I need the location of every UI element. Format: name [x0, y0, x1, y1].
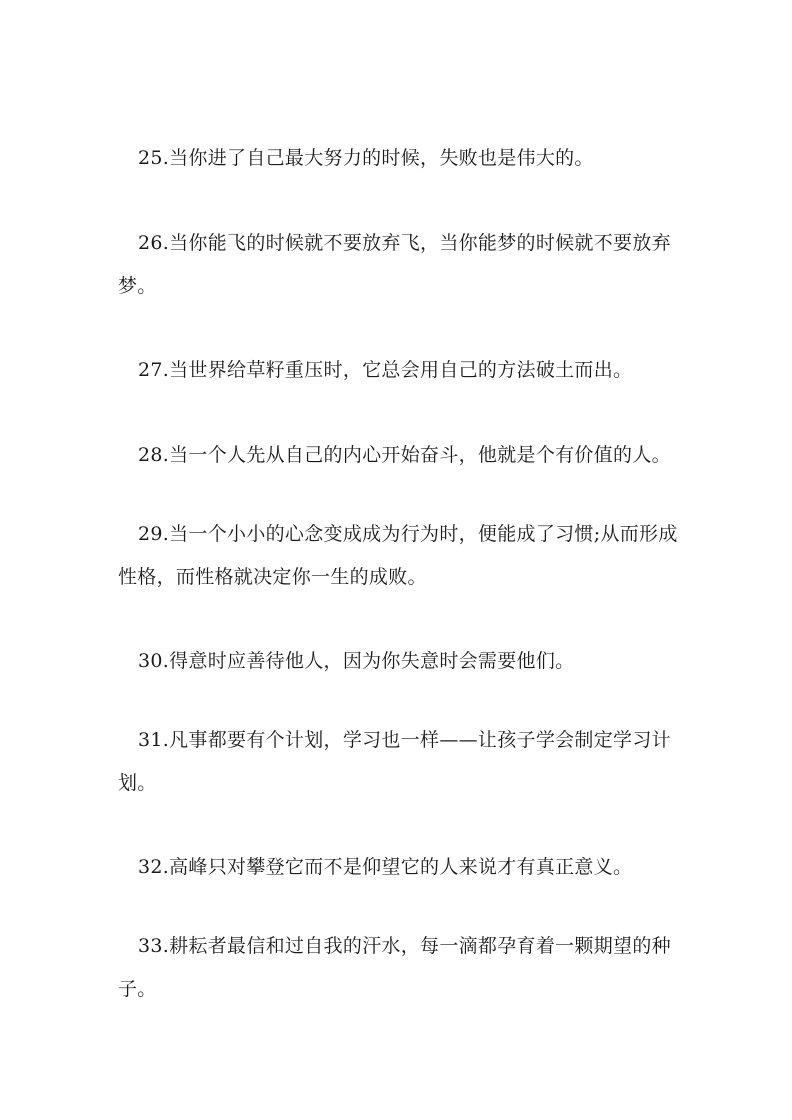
quote-text: 凡事都要有个计划，学习也一样——让孩子学会制定学习计划。 — [118, 729, 671, 794]
quote-item — [118, 137, 678, 180]
quote-text: 当你进了自己最大努力的时候，失败也是伟大的。 — [169, 147, 594, 169]
quote-number: 29. — [138, 523, 170, 545]
quote-number: 27. — [138, 359, 170, 381]
quote-item — [118, 925, 678, 1011]
quote-item — [118, 434, 678, 477]
quote-text: 当你能飞的时候就不要放弃飞，当你能梦的时候就不要放弃梦。 — [118, 232, 671, 297]
quote-text: 当世界给草籽重压时，它总会用自己的方法破土而出。 — [169, 359, 633, 381]
quote-item — [118, 719, 678, 805]
quote-item — [118, 349, 678, 392]
quote-number: 28. — [138, 444, 170, 466]
quote-text: 耕耘者最信和过自我的汗水，每一滴都孕育着一颗期望的种子。 — [118, 935, 671, 1000]
quote-number: 31. — [138, 729, 170, 751]
quote-number: 32. — [138, 856, 170, 878]
quote-item — [118, 513, 678, 599]
quote-number: 33. — [138, 935, 170, 957]
quote-text: 高峰只对攀登它而不是仰望它的人来说才有真正意义。 — [169, 856, 633, 878]
quote-number: 30. — [138, 650, 170, 672]
quote-number: 25. — [138, 147, 170, 169]
quote-number: 26. — [138, 232, 170, 254]
quote-text: 当一个小小的心念变成成为行为时，便能成了习惯;从而形成性格，而性格就决定你一生的成败。 — [118, 523, 678, 588]
quote-text: 得意时应善待他人，因为你失意时会需要他们。 — [169, 650, 575, 672]
quote-item — [118, 222, 678, 308]
quote-item — [118, 640, 678, 683]
quote-text: 当一个人先从自己的内心开始奋斗，他就是个有价值的人。 — [169, 444, 671, 466]
quote-item — [118, 846, 678, 889]
